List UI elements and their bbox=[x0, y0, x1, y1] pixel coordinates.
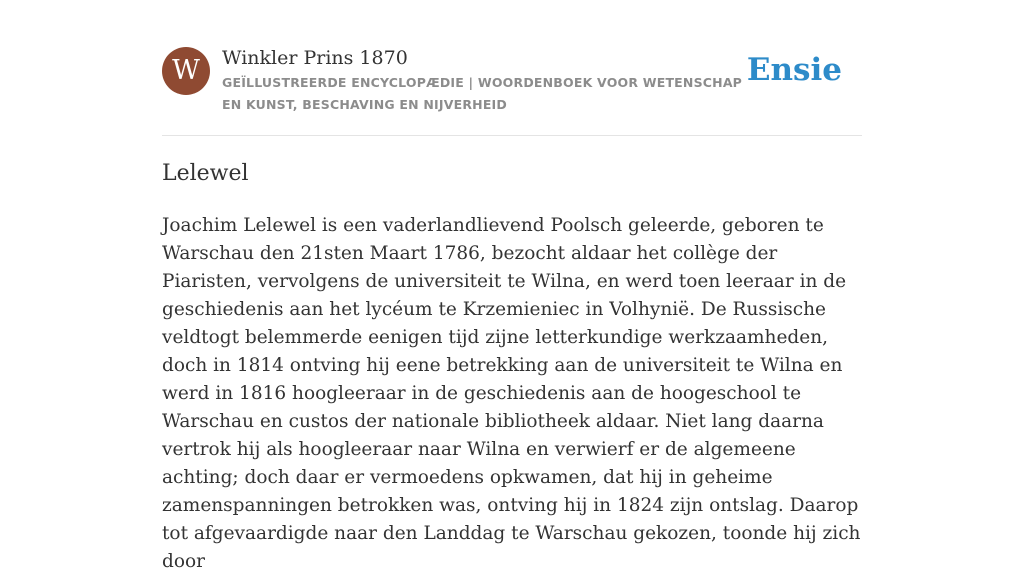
source-title-link[interactable]: Winkler Prins 1870 bbox=[222, 47, 408, 69]
source-avatar[interactable]: W bbox=[162, 47, 210, 95]
entry-body: Joachim Lelewel is een vaderlandlievend Poolsch geleerde, geboren te Warschau den 21sten Maart 1786, bezocht aldaar het collège der Piaristen, vervolgens de universiteit te Wilna, en werd toen leeraar in de geschiedenis aan het lycéum te Krzemieniec in Volhynië. De Russische veldtogt belemmerde eenigen tijd zijne letterkundige werkzaamheden, doch in 1814 ontving hij eene betrekking aan de universiteit te Wilna en werd in 1816 hoogleeraar in de geschiedenis aan de hoogeschool te Warschau en custos der nationale bibliotheek aldaar. Niet lang daarna vertrok hij als hoogleeraar naar Wilna en verwierf er de algemeene achting; doch daar er vermoedens opkwamen, dat hij in geheime zamenspanningen betrokken was, ontving hij in 1824 zijn ontslag. Daarop tot afgevaardigde naar den Landdag te Warschau gekozen, toonde hij zich door bbox=[162, 215, 861, 572]
entry-title: Lelewel bbox=[162, 161, 249, 186]
header-divider bbox=[162, 135, 862, 136]
source-subtitle: GEÏLLUSTREERDE ENCYCLOPÆDIE | WOORDENBOEK VOOR WETENSCHAP EN KUNST, BESCHAVING EN NIJVERHEID bbox=[222, 75, 743, 112]
ensie-logo-link[interactable]: Ensie bbox=[746, 52, 842, 88]
source-header bbox=[162, 46, 862, 136]
